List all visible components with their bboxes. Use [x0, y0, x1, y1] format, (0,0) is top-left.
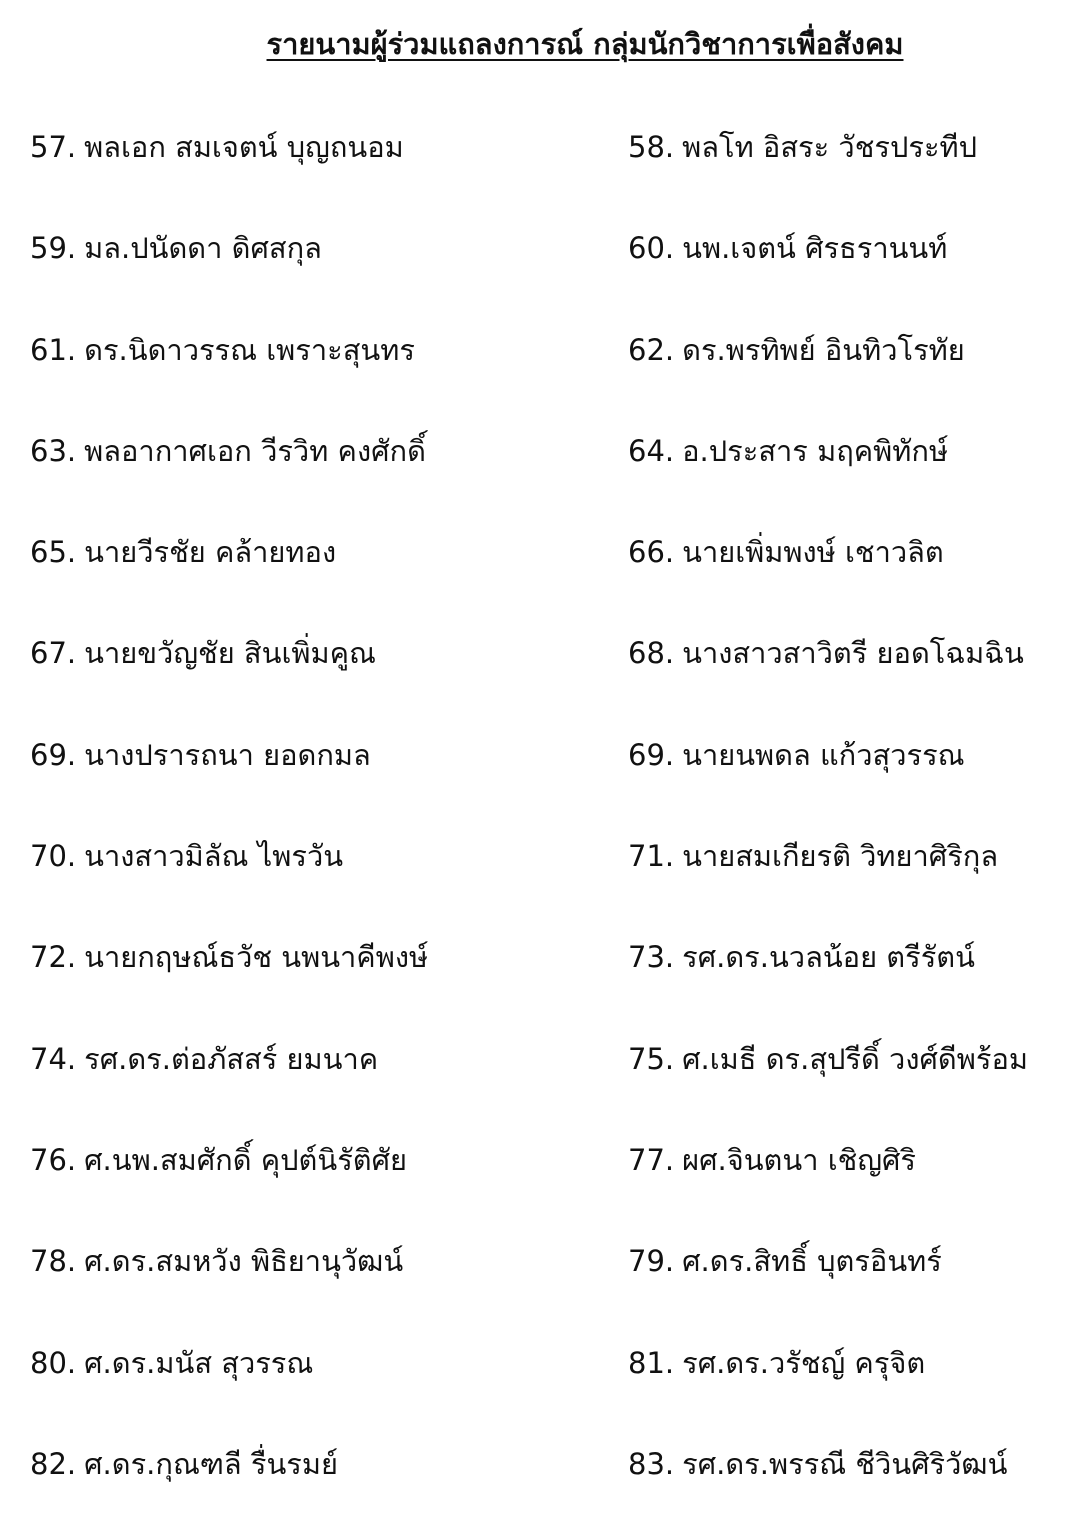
list-item: [30, 118, 404, 176]
list-item: [30, 827, 343, 885]
list-item: [628, 422, 948, 480]
item-name: รศ.ดร.นวลน้อย ตรีรัตน์: [682, 940, 975, 975]
list-item: [30, 1030, 378, 1088]
list-item: [628, 827, 998, 885]
item-name: ศ.เมธี ดร.สุปรีดิ์ วงศ์ดีพร้อม: [682, 1041, 1028, 1076]
list-row: [0, 1232, 1080, 1333]
item-name: นายนพดล แก้วสุวรรณ: [682, 737, 965, 772]
list-item: [628, 1131, 916, 1189]
item-name: นางปรารถนา ยอดกมล: [84, 737, 371, 772]
list-row: [0, 118, 1080, 219]
item-number: 81.: [628, 1345, 675, 1380]
list-item: [30, 1435, 338, 1493]
list-item: [628, 118, 977, 176]
list-item: [30, 1131, 407, 1189]
item-number: 72.: [30, 940, 77, 975]
page-title: รายนามผู้ร่วมแถลงการณ์ กลุ่มนักวิชาการเพื่อสังคม: [266, 27, 904, 61]
item-name: นายขวัญชัย สินเพิ่มคูณ: [84, 636, 376, 671]
list-row: [0, 1334, 1080, 1435]
item-name: นายสมเกียรติ วิทยาศิริกุล: [682, 839, 999, 874]
item-name: นายวีรชัย คล้ายทอง: [84, 535, 337, 570]
item-name: ผศ.จินตนา เชิญศิริ: [682, 1142, 917, 1177]
list-item: [30, 219, 322, 277]
item-name: ดร.นิดาวรรณ เพราะสุนทร: [84, 332, 415, 367]
item-number: 60.: [628, 231, 675, 266]
item-number: 75.: [628, 1041, 675, 1076]
list-item: [628, 1334, 925, 1392]
item-number: 70.: [30, 839, 77, 874]
item-number: 82.: [30, 1446, 77, 1481]
list-row: [0, 219, 1080, 320]
item-number: 67.: [30, 636, 77, 671]
item-name: พลโท อิสระ วัชรประทีป: [682, 130, 978, 164]
list-item: [30, 422, 426, 480]
item-number: 63.: [30, 433, 77, 468]
list-row: [0, 928, 1080, 1029]
list-item: [628, 1232, 942, 1290]
item-name: รศ.ดร.พรรณี ชีวินศิริวัฒน์: [682, 1446, 1008, 1481]
list-item: [30, 726, 371, 784]
list-row: [0, 726, 1080, 827]
item-number: 58.: [628, 130, 675, 164]
item-name: รศ.ดร.ต่อภัสสร์ ยมนาค: [84, 1041, 379, 1076]
item-name: ศ.นพ.สมศักดิ์ คุปต์นิรัติศัย: [84, 1142, 408, 1177]
list-item: [30, 523, 336, 581]
list-item: [628, 321, 965, 379]
list-row: [0, 827, 1080, 928]
item-name: ศ.ดร.กุณฑลี รื่นรมย์: [84, 1446, 338, 1481]
item-name: ศ.ดร.สิทธิ์ บุตรอินทร์: [682, 1244, 942, 1279]
list-item: [30, 321, 415, 379]
item-name: ดร.พรทิพย์ อินทิวโรทัย: [682, 332, 965, 367]
item-number: 78.: [30, 1244, 77, 1279]
list-item: [30, 928, 428, 986]
item-name: ศ.ดร.สมหวัง พิธิยานุวัฒน์: [84, 1244, 404, 1279]
list-row: [0, 1030, 1080, 1131]
item-number: 77.: [628, 1142, 675, 1177]
item-name: นางสาวมิลัณ ไพรวัน: [84, 839, 344, 874]
item-number: 59.: [30, 231, 77, 266]
list-row: [0, 422, 1080, 523]
list-row: [0, 1435, 1080, 1536]
list-item: [30, 1232, 403, 1290]
item-number: 68.: [628, 636, 675, 671]
item-name: รศ.ดร.วรัชญ์ ครุจิต: [682, 1345, 926, 1380]
signatory-list: [0, 118, 1080, 1536]
list-row: [0, 523, 1080, 624]
item-number: 64.: [628, 433, 675, 468]
item-name: นายเพิ่มพงษ์ เชาวลิต: [682, 535, 944, 570]
item-number: 71.: [628, 839, 675, 874]
list-row: [0, 624, 1080, 725]
item-name: นางสาวสาวิตรี ยอดโฉมฉิน: [682, 636, 1024, 671]
item-number: 57.: [30, 130, 77, 164]
list-item: [628, 523, 944, 581]
item-name: นายกฤษณ์ธวัช นพนาคีพงษ์: [84, 940, 429, 975]
item-number: 79.: [628, 1244, 675, 1279]
list-item: [30, 1334, 313, 1392]
list-item: [628, 624, 1024, 682]
item-name: นพ.เจตน์ ศิรธรานนท์: [682, 231, 948, 266]
list-item: [628, 928, 975, 986]
item-name: อ.ประสาร มฤคพิทักษ์: [682, 433, 949, 468]
item-number: 65.: [30, 535, 77, 570]
item-number: 83.: [628, 1446, 675, 1481]
item-number: 69.: [628, 737, 675, 772]
item-number: 73.: [628, 940, 675, 975]
item-name: พลเอก สมเจตน์ บุญถนอม: [84, 130, 404, 164]
item-number: 76.: [30, 1142, 77, 1177]
item-name: พลอากาศเอก วีรวิท คงศักดิ์: [84, 433, 426, 468]
item-name: มล.ปนัดดา ดิศสกุล: [84, 231, 322, 266]
list-item: [30, 624, 376, 682]
item-number: 69.: [30, 737, 77, 772]
list-row: [0, 321, 1080, 422]
list-item: [628, 219, 947, 277]
item-number: 80.: [30, 1345, 77, 1380]
list-item: [628, 726, 965, 784]
item-number: 66.: [628, 535, 675, 570]
list-item: [628, 1030, 1028, 1088]
list-row: [0, 1131, 1080, 1232]
item-name: ศ.ดร.มนัส สุวรรณ: [84, 1345, 314, 1380]
item-number: 74.: [30, 1041, 77, 1076]
item-number: 61.: [30, 332, 77, 367]
list-item: [628, 1435, 1007, 1493]
item-number: 62.: [628, 332, 675, 367]
